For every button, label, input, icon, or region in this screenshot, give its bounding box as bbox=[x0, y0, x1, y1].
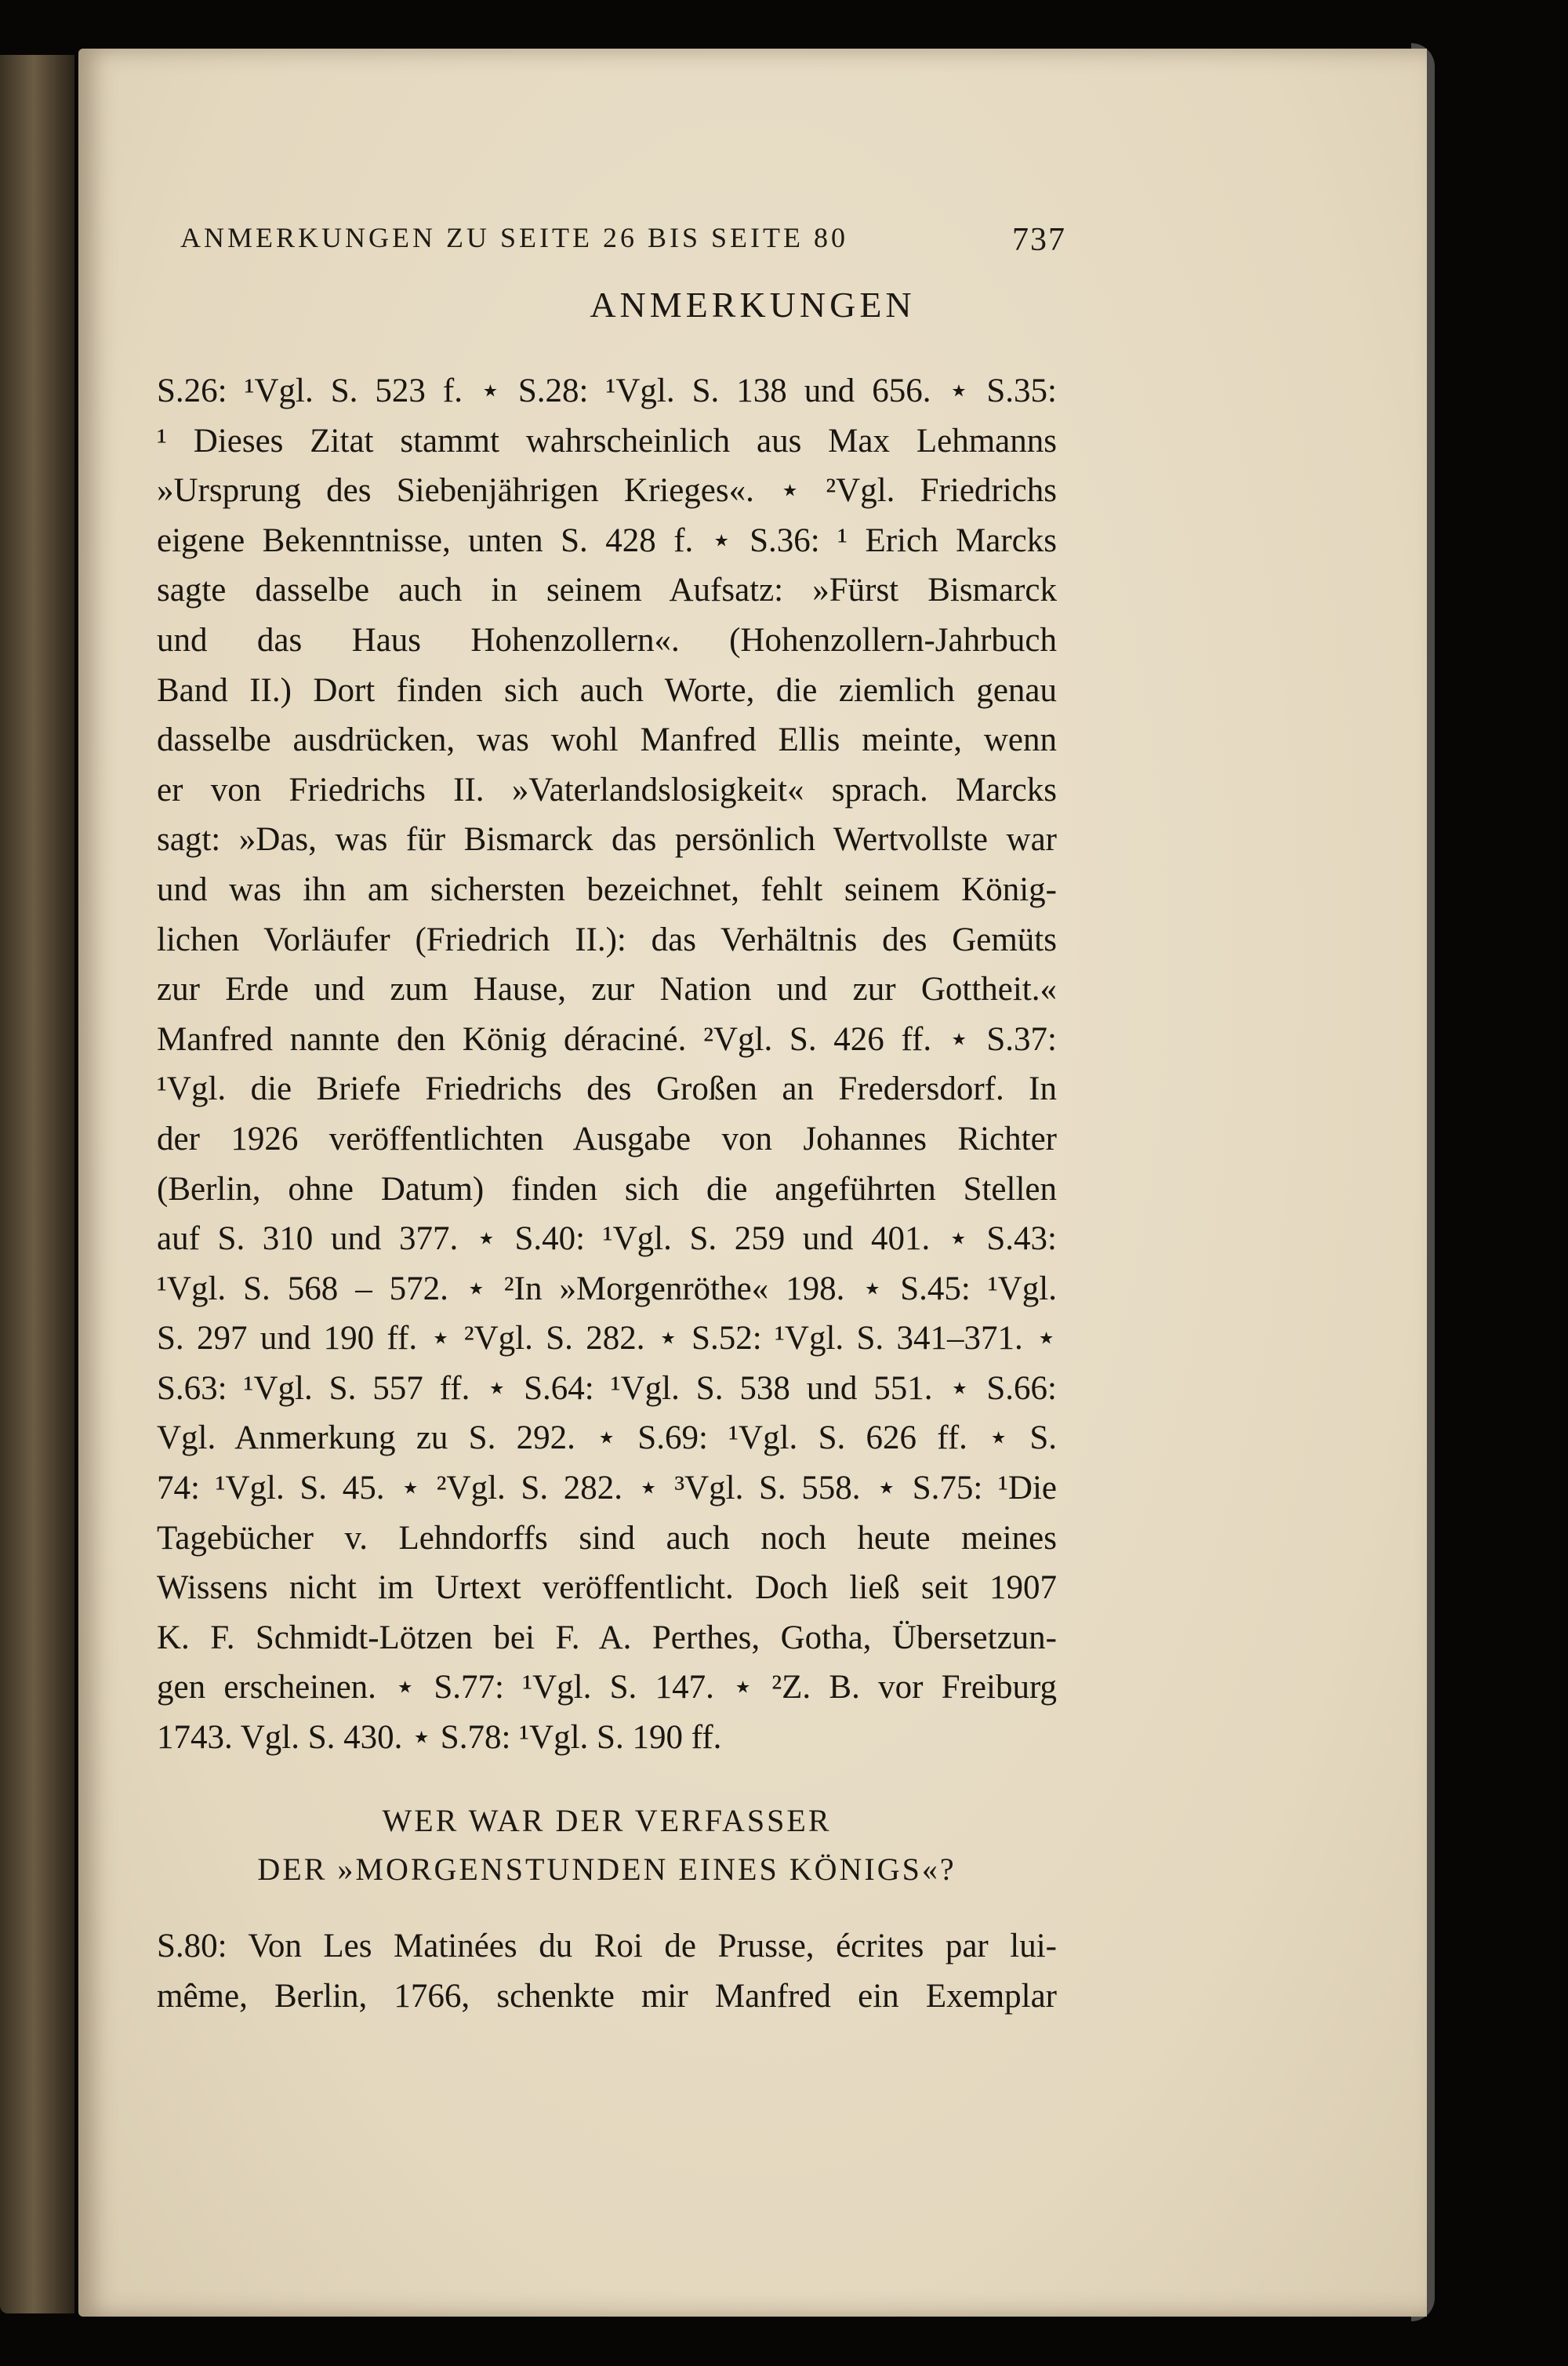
text-line: ¹ Dieses Zitat stammt wahrscheinlich aus Max Lehmanns bbox=[157, 422, 1057, 460]
text-line: dasselbe ausdrücken, was wohl Manfred Ellis meinte, wenn bbox=[157, 721, 1057, 759]
page-number: 737 bbox=[1012, 222, 1066, 258]
running-title: ANMERKUNGEN ZU SEITE 26 BIS SEITE 80 bbox=[180, 222, 848, 253]
subheading-line-1: WER WAR DER VERFASSER bbox=[382, 1803, 832, 1838]
text-line: lichen Vorläufer (Friedrich II.): das Verhältnis des Gemüts bbox=[157, 921, 1057, 958]
text-line: eigene Bekenntnisse, unten S. 428 f. ⋆ S.36: ¹ Erich Marcks bbox=[157, 522, 1057, 559]
subheading-line-2: DER »MORGENSTUNDEN EINES KÖNIGS«? bbox=[257, 1852, 956, 1887]
text-line: »Ursprung des Siebenjährigen Krieges«. ⋆ ²Vgl. Friedrichs bbox=[157, 472, 1057, 510]
text-line: sagte dasselbe auch in seinem Aufsatz: »Fürst Bismarck bbox=[157, 572, 1057, 609]
text-line: Vgl. Anmerkung zu S. 292. ⋆ S.69: ¹Vgl. S. 626 ff. ⋆ S. bbox=[157, 1419, 1057, 1457]
text-line: (Berlin, ohne Datum) finden sich die angeführten Stellen bbox=[157, 1170, 1057, 1208]
text-line: der 1926 veröffentlichten Ausgabe von Johannes Richter bbox=[157, 1120, 1057, 1158]
section-title: ANMERKUNGEN bbox=[590, 285, 916, 325]
text-line: sagt: »Das, was für Bismarck das persönlich Wertvollste war bbox=[157, 821, 1057, 859]
second-section-body bbox=[157, 1921, 1057, 2021]
text-line: même, Berlin, 1766, schenkte mir Manfred ein Exemplar bbox=[157, 1977, 1057, 2015]
running-header bbox=[180, 221, 1066, 258]
text-line: S.80: Von Les Matinées du Roi de Prusse, écrites par lui- bbox=[157, 1928, 1057, 1964]
text-line: 74: ¹Vgl. S. 45. ⋆ ²Vgl. S. 282. ⋆ ³Vgl. S. 558. ⋆ S.75: ¹Die bbox=[157, 1470, 1057, 1507]
text-line: K. F. Schmidt-Lötzen bei F. A. Perthes, Gotha, Übersetzun- bbox=[157, 1619, 1057, 1656]
text-line: und was ihn am sichersten bezeichnet, fehlt seinem König- bbox=[157, 870, 1057, 908]
text-line: zur Erde und zum Hause, zur Nation und zur Gottheit.« bbox=[157, 971, 1057, 1009]
text-line: Band II.) Dort finden sich auch Worte, die ziemlich genau bbox=[157, 671, 1057, 709]
text-line: Tagebücher v. Lehndorffs sind auch noch heute meines bbox=[157, 1519, 1057, 1557]
text-line: auf S. 310 und 377. ⋆ S.40: ¹Vgl. S. 259 und 401. ⋆ S.43: bbox=[157, 1220, 1057, 1258]
left-page-edge bbox=[0, 55, 74, 2313]
text-line: Manfred nannte den König déraciné. ²Vgl. S. 426 ff. ⋆ S.37: bbox=[157, 1020, 1057, 1058]
text-line: Wissens nicht im Urtext veröffentlicht. Doch ließ seit 1907 bbox=[157, 1569, 1057, 1607]
text-line: ¹Vgl. die Briefe Friedrichs des Großen an Fredersdorf. In bbox=[157, 1070, 1057, 1108]
notes-body bbox=[157, 366, 1057, 1763]
text-line: und das Haus Hohenzollern«. (Hohenzollern-Jahrbuch bbox=[157, 621, 1057, 659]
text-line: er von Friedrichs II. »Vaterlandslosigkeit« sprach. Marcks bbox=[157, 771, 1057, 809]
text-line: 1743. Vgl. S. 430. ⋆ S.78: ¹Vgl. S. 190 ff. bbox=[157, 1719, 722, 1757]
text-line: S.63: ¹Vgl. S. 557 ff. ⋆ S.64: ¹Vgl. S. 538 und 551. ⋆ S.66: bbox=[157, 1369, 1057, 1407]
text-line: S.26: ¹Vgl. S. 523 f. ⋆ S.28: ¹Vgl. S. 138 und 656. ⋆ S.35: bbox=[157, 373, 1057, 409]
text-line: ¹Vgl. S. 568 – 572. ⋆ ²In »Morgenröthe« 198. ⋆ S.45: ¹Vgl. bbox=[157, 1270, 1057, 1307]
text-line: S. 297 und 190 ff. ⋆ ²Vgl. S. 282. ⋆ S.52: ¹Vgl. S. 341–371. ⋆ bbox=[157, 1320, 1057, 1357]
text-line: gen erscheinen. ⋆ S.77: ¹Vgl. S. 147. ⋆ ²Z. B. vor Freiburg bbox=[157, 1669, 1057, 1706]
